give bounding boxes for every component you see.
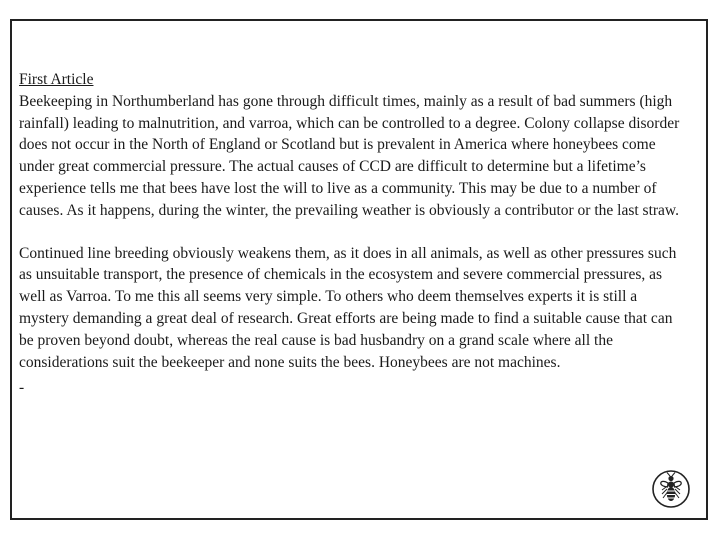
- bee-emblem-icon: [651, 469, 691, 509]
- article-body: [19, 69, 689, 399]
- article-title: First Article: [19, 71, 94, 88]
- article-paragraph-1: Beekeeping in Northumberland has gone through difficult times, mainly as a result of bad summers (high rainfall) leading to malnutrition, and varroa, which can be controlled to a degree. Colony collapse disorder does not occur in the North of England or Scotland but is prevalent in America where honeybees come under great commercial pressure. The actual causes of CCD are difficult to determine but a lifetime’s experience tells me that bees have lost the will to live as a community. This may be due to a number of causes. As it happens, during the winter, the prevailing weather is obviously a contributor or the last straw.: [19, 92, 680, 219]
- article-paragraph-2: Continued line breeding obviously weakens them, as it does in all animals, as well as other pressures such as unsuitable transport, the presence of chemicals in the ecosystem and severe commercial pressures, as well as Varroa. To me this all seems very simple. To others who deem themselves experts it is still a mystery demanding a great deal of research. Great efforts are being made to find a suitable cause that can be proven beyond doubt, whereas the real cause is bad husbandry on a grand scale where all the considerations suit the beekeeper and none suits the bees. Honeybees are not machines.: [19, 244, 677, 371]
- trailing-dash: -: [19, 379, 25, 397]
